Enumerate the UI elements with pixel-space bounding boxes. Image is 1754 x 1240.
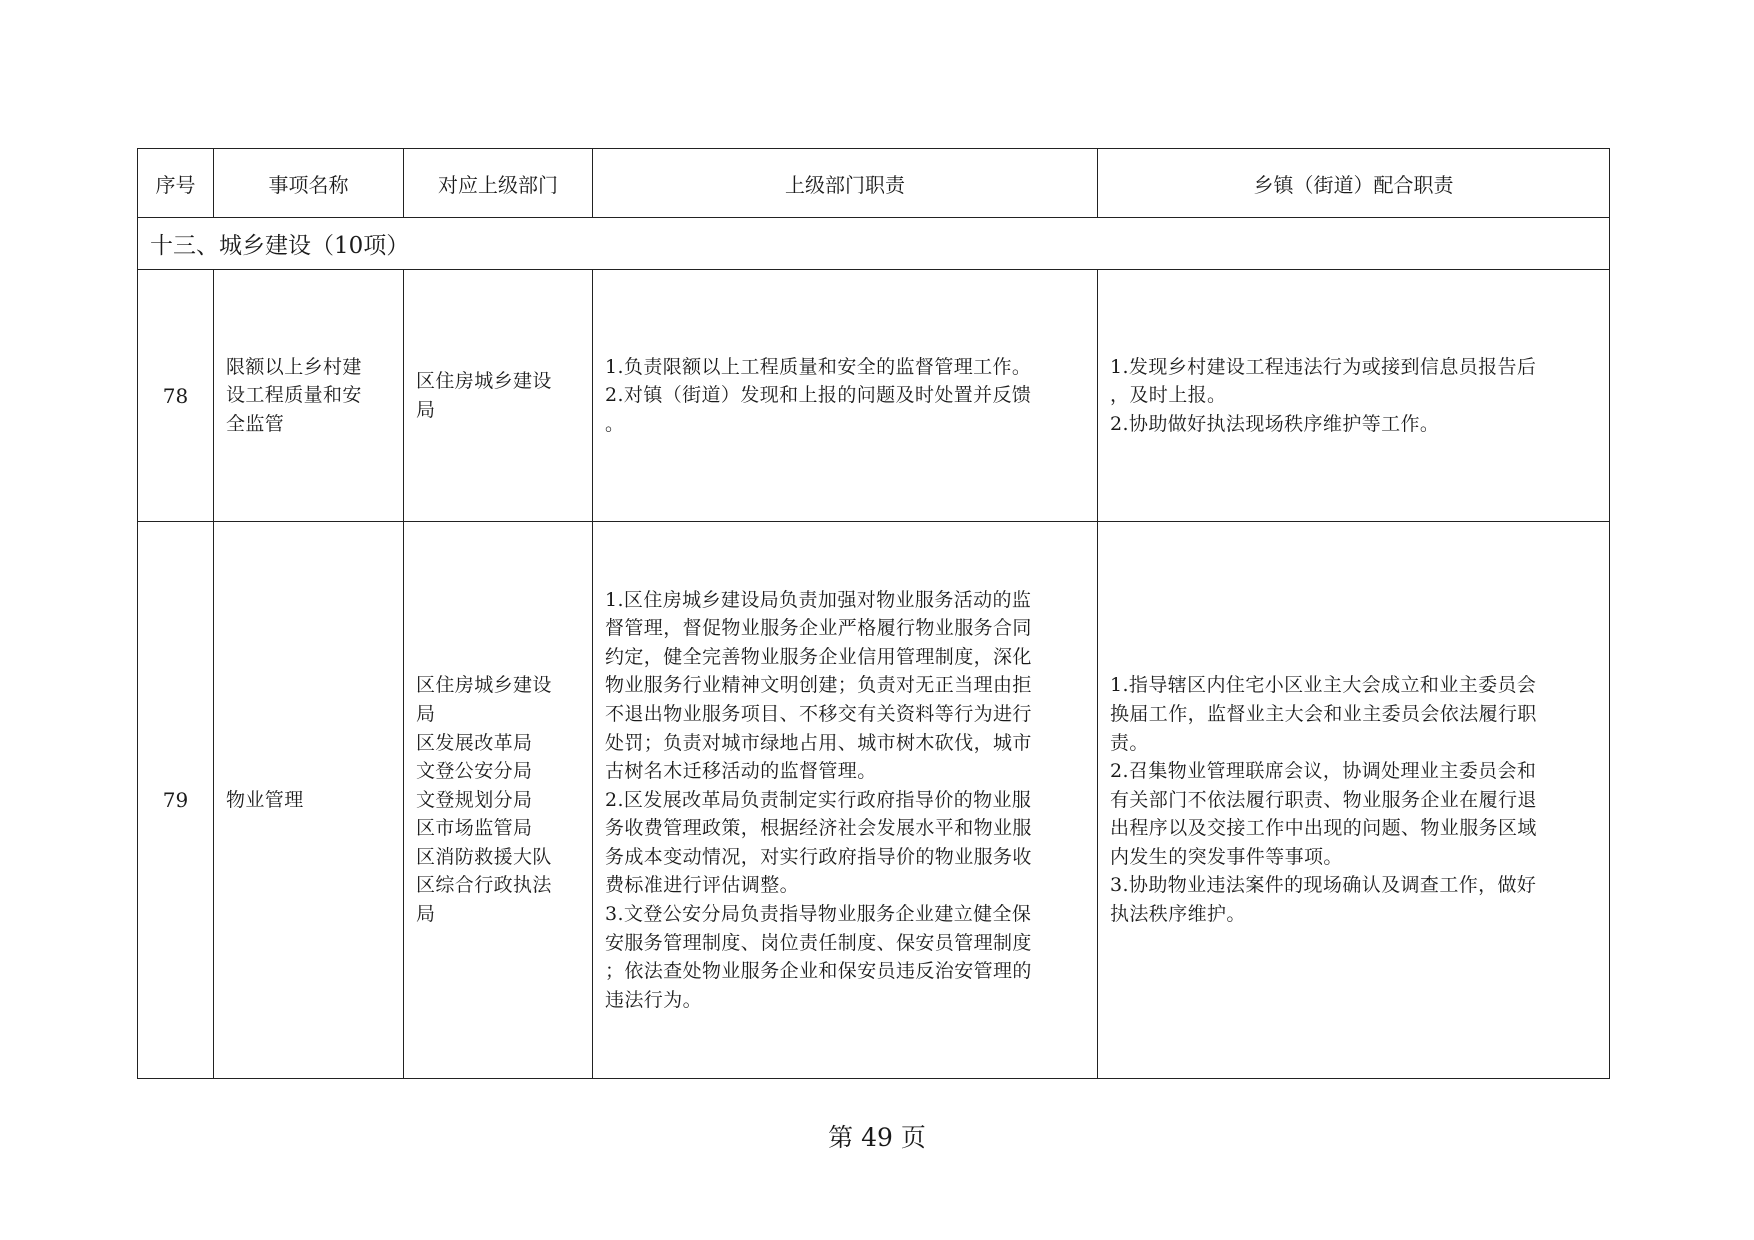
text-line: 有关部门不依法履行职责、物业服务企业在履行退 (1110, 788, 1537, 811)
text-line: 内发生的突发事件等事项。 (1110, 845, 1343, 868)
text-line: 全监管 (226, 412, 285, 435)
table-header-row (138, 149, 1610, 218)
header-index: 序号 (138, 149, 214, 218)
text-line: 费标准进行评估调整。 (605, 874, 800, 897)
text-line: 安服务管理制度、岗位责任制度、保安员管理制度 (605, 931, 1032, 954)
text-line: 1.发现乡村建设工程违法行为或接到信息员报告后 (1110, 355, 1537, 378)
text-line: 违法行为。 (605, 988, 703, 1011)
text-line: 不退出物业服务项目、不移交有关资料等行为进行 (605, 702, 1032, 725)
text-line: 文登规划分局 (416, 788, 533, 811)
superior-dept (404, 522, 593, 1079)
responsibility-table (137, 148, 1610, 1079)
table-row (138, 270, 1610, 522)
town-duty (1098, 270, 1610, 522)
text-line: 文登公安分局 (416, 760, 533, 783)
text-line: 局 (416, 398, 436, 421)
text-line: 换届工作，监督业主大会和业主委员会依法履行职 (1110, 702, 1537, 725)
text-line: 2.对镇（街道）发现和上报的问题及时处置并反馈 (605, 384, 1032, 407)
text-line: 3.协助物业违法案件的现场确认及调查工作，做好 (1110, 874, 1537, 897)
text-line: 执法秩序维护。 (1110, 903, 1246, 926)
text-line: 3.文登公安分局负责指导物业服务企业建立健全保 (605, 903, 1032, 926)
text-line: 出程序以及交接工作中出现的问题、物业服务区域 (1110, 817, 1537, 840)
text-line: 局 (416, 702, 436, 725)
text-line: 区消防救援大队 (416, 845, 552, 868)
text-line: 2.区发展改革局负责制定实行政府指导价的物业服 (605, 788, 1032, 811)
text-line: 局 (416, 903, 436, 926)
text-line: 务成本变动情况，对实行政府指导价的物业服务收 (605, 845, 1032, 868)
text-line: 2.协助做好执法现场秩序维护等工作。 (1110, 412, 1440, 435)
item-name (214, 522, 404, 1079)
header-town-duty: 乡镇（街道）配合职责 (1098, 149, 1610, 218)
text-line: 责。 (1110, 731, 1149, 754)
text-line: 2.召集物业管理联席会议，协调处理业主委员会和 (1110, 760, 1537, 783)
text-line: 处罚；负责对城市绿地占用、城市树木砍伐，城市 (605, 731, 1032, 754)
header-superior-dept: 对应上级部门 (404, 149, 593, 218)
text-line: 1.指导辖区内住宅小区业主大会成立和业主委员会 (1110, 674, 1537, 697)
text-line: 务收费管理政策，根据经济社会发展水平和物业服 (605, 817, 1032, 840)
section-row (138, 218, 1610, 270)
item-name (214, 270, 404, 522)
text-line: 区市场监管局 (416, 817, 533, 840)
text-line: 区发展改革局 (416, 731, 533, 754)
section-title: 十三、城乡建设（10项） (138, 218, 1610, 270)
text-line: 。 (605, 412, 625, 435)
text-line: 1.负责限额以上工程质量和安全的监督管理工作。 (605, 355, 1032, 378)
text-line: 物业服务行业精神文明创建；负责对无正当理由拒 (605, 674, 1032, 697)
header-item-name: 事项名称 (214, 149, 404, 218)
page-number: 第 49 页 (828, 1123, 926, 1152)
text-line: 古树名木迁移活动的监督管理。 (605, 760, 877, 783)
text-line: 物业管理 (226, 788, 304, 811)
text-line: 区住房城乡建设 (416, 674, 552, 697)
text-line: 区综合行政执法 (416, 874, 552, 897)
row-number: 79 (138, 522, 214, 1079)
text-line: 区住房城乡建设 (416, 369, 552, 392)
text-line: 设工程质量和安 (226, 384, 362, 407)
text-line: 约定，健全完善物业服务企业信用管理制度，深化 (605, 645, 1032, 668)
superior-duty (593, 522, 1098, 1079)
superior-dept (404, 270, 593, 522)
text-line: ；依法查处物业服务企业和保安员违反治安管理的 (605, 960, 1032, 983)
text-line: 限额以上乡村建 (226, 355, 362, 378)
superior-duty (593, 270, 1098, 522)
row-number: 78 (138, 270, 214, 522)
table-row (138, 522, 1610, 1079)
text-line: 督管理，督促物业服务企业严格履行物业服务合同 (605, 617, 1032, 640)
text-line: ，及时上报。 (1110, 384, 1227, 407)
town-duty (1098, 522, 1610, 1079)
header-superior-duty: 上级部门职责 (593, 149, 1098, 218)
text-line: 1.区住房城乡建设局负责加强对物业服务活动的监 (605, 588, 1032, 611)
